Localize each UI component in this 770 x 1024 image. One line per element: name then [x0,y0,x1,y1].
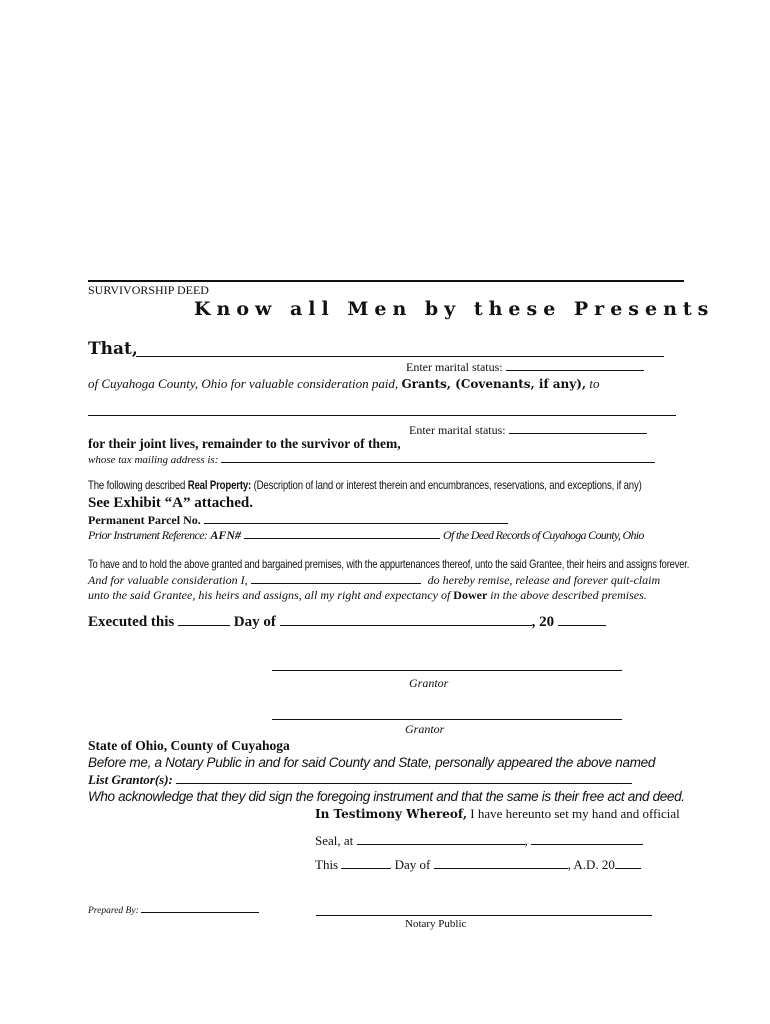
seal-location-field[interactable] [357,843,525,845]
executed-day-field[interactable] [178,624,230,626]
prior-reference-label: Prior Instrument Reference: [88,528,208,542]
marital-status-label: Enter marital status: [406,360,503,374]
executed-label: Executed this [88,614,175,630]
grantor-signature-line-2[interactable] [272,719,622,720]
seal-label: Seal, at [315,833,354,848]
notary-day-field[interactable] [341,867,391,869]
executed-year-prefix: , 20 [531,614,555,630]
property-prefix: The following described [88,478,186,492]
tax-mailing-row [88,454,655,466]
exhibit-text: See Exhibit “A” attached. [88,495,253,511]
marital-status-field[interactable] [509,432,647,434]
grantee-name-field[interactable] [88,415,676,416]
list-grantors-label: List Grantor(s): [88,772,173,787]
marital-status-row-2 [409,423,647,438]
header-rule [88,280,684,282]
notary-before-text: Before me, a Notary Public in and for said County and State, personally appeared the above named [88,755,656,770]
tax-mailing-field[interactable] [221,461,655,463]
executed-day-of: Day of [233,614,276,630]
afn-label: AFN# [210,528,242,542]
grants-text: Grants, (Covenants, if any), [401,377,587,391]
to-text: to [589,376,600,391]
habendum-text: To have and to hold the above granted and bargained premises, with the appurtenances thereof, unto the said Grantee, their heirs and assigns forever. [88,557,690,571]
seal-county-field[interactable] [531,843,643,845]
document-type: SURVIVORSHIP DEED [88,283,209,297]
executed-year-field[interactable] [558,624,606,626]
prepared-by-row [88,906,259,916]
notary-year-field[interactable] [615,867,641,869]
testimony-row [315,806,680,822]
marital-status-row-1 [406,360,644,375]
grantor-label-2: Grantor [405,722,445,736]
notary-date-row [315,857,641,873]
dower-line-1 [88,573,660,588]
notary-month-field[interactable] [434,867,568,869]
executed-row [88,614,606,631]
dower-name-field[interactable] [251,582,421,584]
habendum-line [88,557,770,572]
parcel-row [88,513,508,528]
notary-day-of: Day of [394,857,431,872]
notary-signature-line[interactable] [316,915,652,916]
acknowledgement-text: Who acknowledge that they did sign the foregoing instrument and that the same is their free act and deed. [88,789,685,804]
afn-field[interactable] [244,537,440,539]
notary-public-label: Notary Public [405,918,467,930]
document-title: Know all Men by these Presents [194,298,715,320]
tax-mailing-label: whose tax mailing address is: [88,454,219,466]
testimony-text: I have hereunto set my hand and official [470,806,680,821]
this-label: This [315,857,339,872]
county-line [88,376,599,392]
executed-month-field[interactable] [280,624,532,626]
list-grantors-field[interactable] [176,782,632,784]
prior-reference-suffix: Of the Deed Records of Cuyahoga County, Ohio [443,528,644,542]
list-grantors-row [88,772,632,788]
seal-row: Seal, at , [315,833,643,849]
prepared-by-field[interactable] [141,911,259,913]
notary-ad: , A.D. 20 [567,857,615,872]
parcel-number-field[interactable] [204,522,508,524]
grantor-signature-line-1[interactable] [272,670,622,671]
property-description: (Description of land or interest therein and encumbrances, reservations, and exceptions, if any) [253,478,642,492]
dower-word: Dower [453,588,488,602]
dower-line-1-suffix: do hereby remise, release and forever quit-claim [427,573,661,587]
testimony-gothic: In Testimony Whereof, [315,807,468,821]
property-line [88,478,770,492]
parcel-label: Permanent Parcel No. [88,513,201,527]
dower-line-2 [88,588,647,603]
county-line-text: of Cuyahoga County, Ohio for valuable consideration paid, [88,376,399,391]
that-label: That, [88,339,138,359]
marital-status-label: Enter marital status: [409,423,506,437]
dower-line-2-prefix: unto the said Grantee, his heirs and assigns, all my right and expectancy of [88,588,451,602]
marital-status-field[interactable] [506,369,644,371]
grantor-label-1: Grantor [409,676,449,690]
state-county-heading: State of Ohio, County of Cuyahoga [88,738,290,753]
prior-reference-row [88,528,644,543]
prepared-by-label: Prepared By: [88,906,139,916]
joint-lives-text: for their joint lives, remainder to the survivor of them, [88,436,401,451]
dower-line-1-prefix: And for valuable consideration I, [88,573,248,587]
real-property-label: Real Property: [187,478,252,492]
grantor-name-field[interactable] [136,356,664,357]
dower-line-2-suffix: in the above described premises. [490,588,647,602]
